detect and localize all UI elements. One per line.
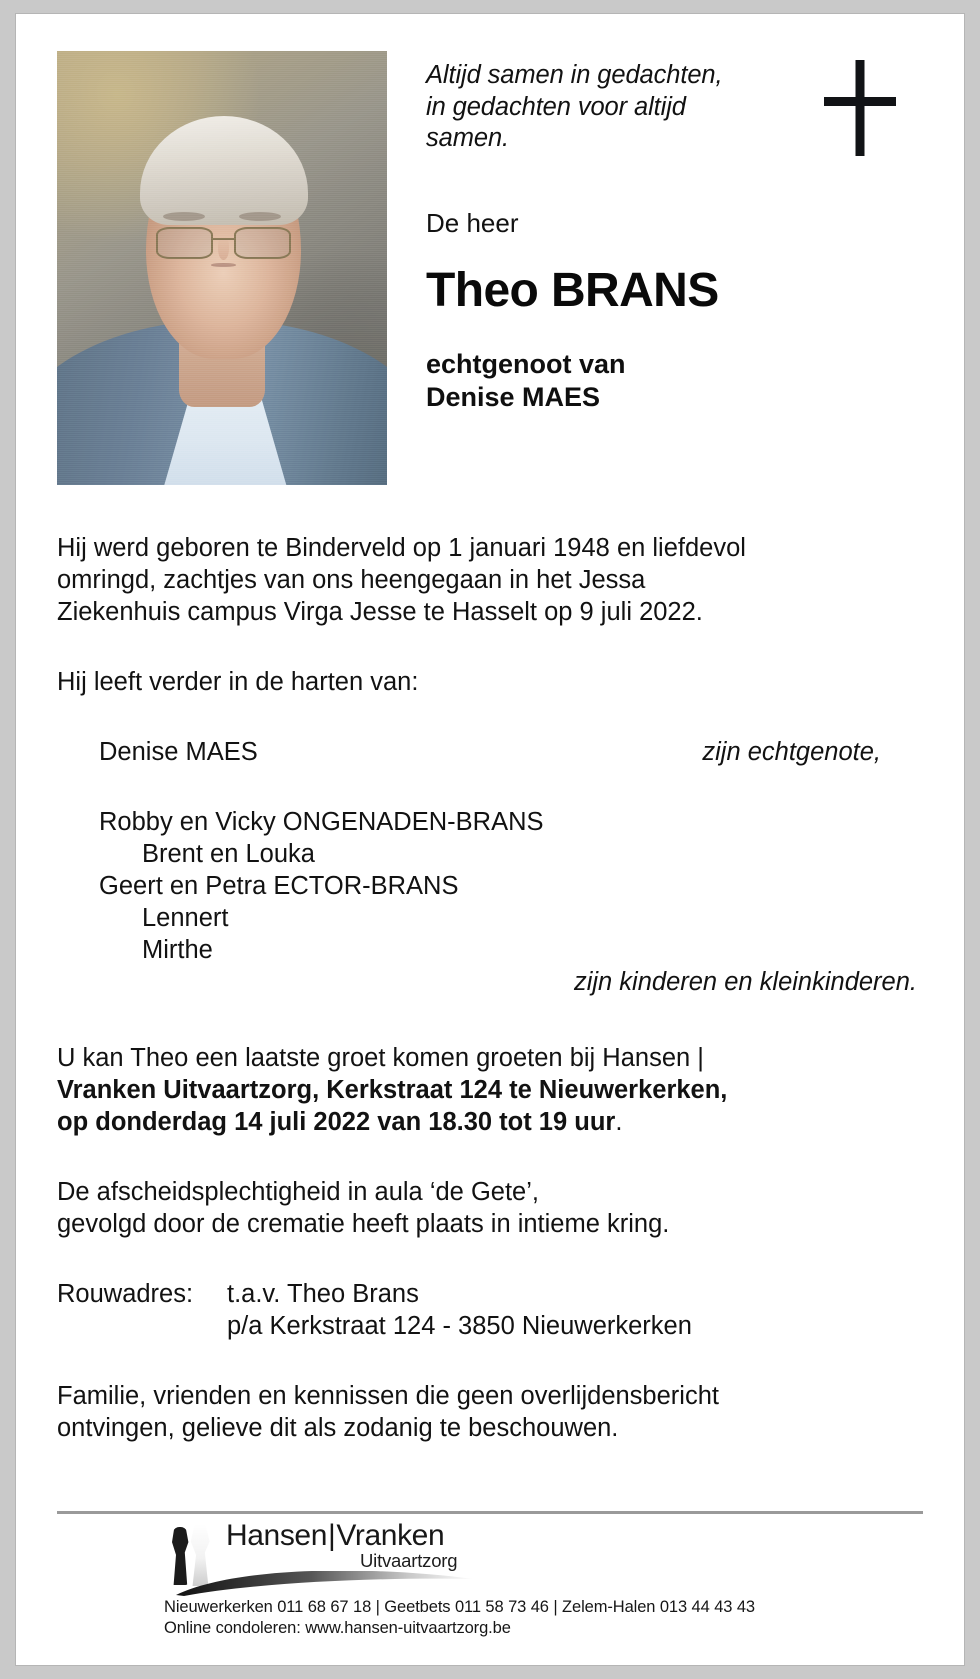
deceased-name: Theo BRANS [426, 263, 719, 317]
grandchild-row: Lennert [142, 904, 229, 932]
child-row: Robby en Vicky ONGENADEN-BRANS [99, 808, 544, 836]
birth-death-line-2: omringd, zachtjes van ons heengegaan in het Jessa [57, 566, 646, 594]
logo-subtitle: Uitvaartzorg [360, 1550, 458, 1571]
funeral-notice-card [16, 14, 964, 1665]
visitation-paragraph [57, 1042, 925, 1138]
spacer [57, 768, 925, 806]
company-logo [164, 1519, 504, 1591]
closing-line-1: Familie, vrienden en kennissen die geen overlijdensbericht [57, 1382, 719, 1410]
spouse-name: Denise MAES [426, 381, 601, 412]
portrait-photo [57, 51, 387, 485]
header-text-block [426, 60, 896, 414]
birth-death-line-1: Hij werd geboren te Binderveld op 1 januari 1948 en liefdevol [57, 534, 746, 562]
visitation-line-1: U kan Theo een laatste groet komen groeten bij Hansen | [57, 1044, 704, 1072]
card-footer-section [16, 1519, 964, 1639]
logo-swoosh-icon [174, 1571, 494, 1597]
spacer [57, 698, 925, 736]
ceremony-line-1: De afscheidsplechtigheid in aula ‘de Gete’, [57, 1178, 539, 1206]
visitation-line-3-bold: op donderdag 14 juli 2022 van 18.30 tot 19 uur [57, 1108, 616, 1136]
mourning-address-row-2 [57, 1310, 925, 1342]
spacer [57, 1342, 925, 1380]
mourning-address-spacer [57, 1310, 227, 1342]
ceremony-line-2: gevolgd door de crematie heeft plaats in intieme kring. [57, 1210, 670, 1238]
visitation-line-3 [57, 1106, 925, 1138]
footer-website-line[interactable]: Online condoleren: www.hansen-uitvaartzorg.be [164, 1619, 511, 1637]
grandchild-row: Mirthe [142, 936, 213, 964]
quote-line-1: Altijd samen in gedachten, [426, 61, 723, 89]
survivors-intro: Hij leeft verder in de harten van: [57, 668, 419, 696]
logo-name-vranken: Vranken [336, 1519, 445, 1552]
grandchild-row: Brent en Louka [142, 840, 315, 868]
closing-line-2: ontvingen, gelieve dit als zodanig te beschouwen. [57, 1414, 619, 1442]
survivor-spouse-role: zijn echtgenote, [702, 738, 881, 766]
footer-phone-line: Nieuwerkerken 011 68 67 18 | Geetbets 011 58 73 46 | Zelem-Halen 013 44 43 43 [164, 1598, 755, 1616]
salutation: De heer [426, 207, 519, 238]
child-row: Geert en Petra ECTOR-BRANS [99, 872, 459, 900]
mourning-address-block [57, 1278, 925, 1342]
children-list [57, 806, 925, 966]
spacer [57, 998, 925, 1042]
footer-contact-block [164, 1597, 964, 1639]
footer-divider [57, 1511, 923, 1514]
spacer [57, 1240, 925, 1278]
children-role-label: zijn kinderen en kleinkinderen. [573, 968, 917, 996]
card-header-section [16, 14, 964, 459]
spouse-prefix: echtgenoot van [426, 348, 626, 379]
ceremony-paragraph [57, 1176, 925, 1240]
quote-line-3: samen. [426, 124, 510, 152]
survivor-spouse-row [57, 736, 925, 768]
mourning-address-row-1 [57, 1278, 925, 1310]
logo-wordmark [226, 1519, 444, 1553]
logo-separator: | [328, 1519, 336, 1552]
spacer [57, 1138, 925, 1176]
memorial-quote [426, 60, 896, 155]
mourning-address-line-1: t.a.v. Theo Brans [227, 1280, 419, 1308]
mourning-address-label: Rouwadres: [57, 1280, 194, 1308]
card-body-section [57, 532, 925, 1444]
birth-death-paragraph [57, 532, 925, 628]
logo-name-hansen: Hansen [226, 1519, 328, 1552]
visitation-line-2: Vranken Uitvaartzorg, Kerkstraat 124 te Nieuwerkerken, [57, 1076, 728, 1104]
mourning-address-line-2: p/a Kerkstraat 124 - 3850 Nieuwerkerken [227, 1312, 692, 1340]
spacer [57, 628, 925, 666]
spouse-block [426, 348, 896, 414]
visitation-line-3-tail: . [615, 1108, 623, 1136]
survivor-spouse-name: Denise MAES [99, 738, 258, 766]
closing-paragraph [57, 1380, 925, 1444]
quote-line-2: in gedachten voor altijd [426, 92, 686, 121]
birth-death-line-3: Ziekenhuis campus Virga Jesse te Hasselt op 9 juli 2022. [57, 598, 703, 626]
portrait-grain-overlay [57, 51, 387, 485]
